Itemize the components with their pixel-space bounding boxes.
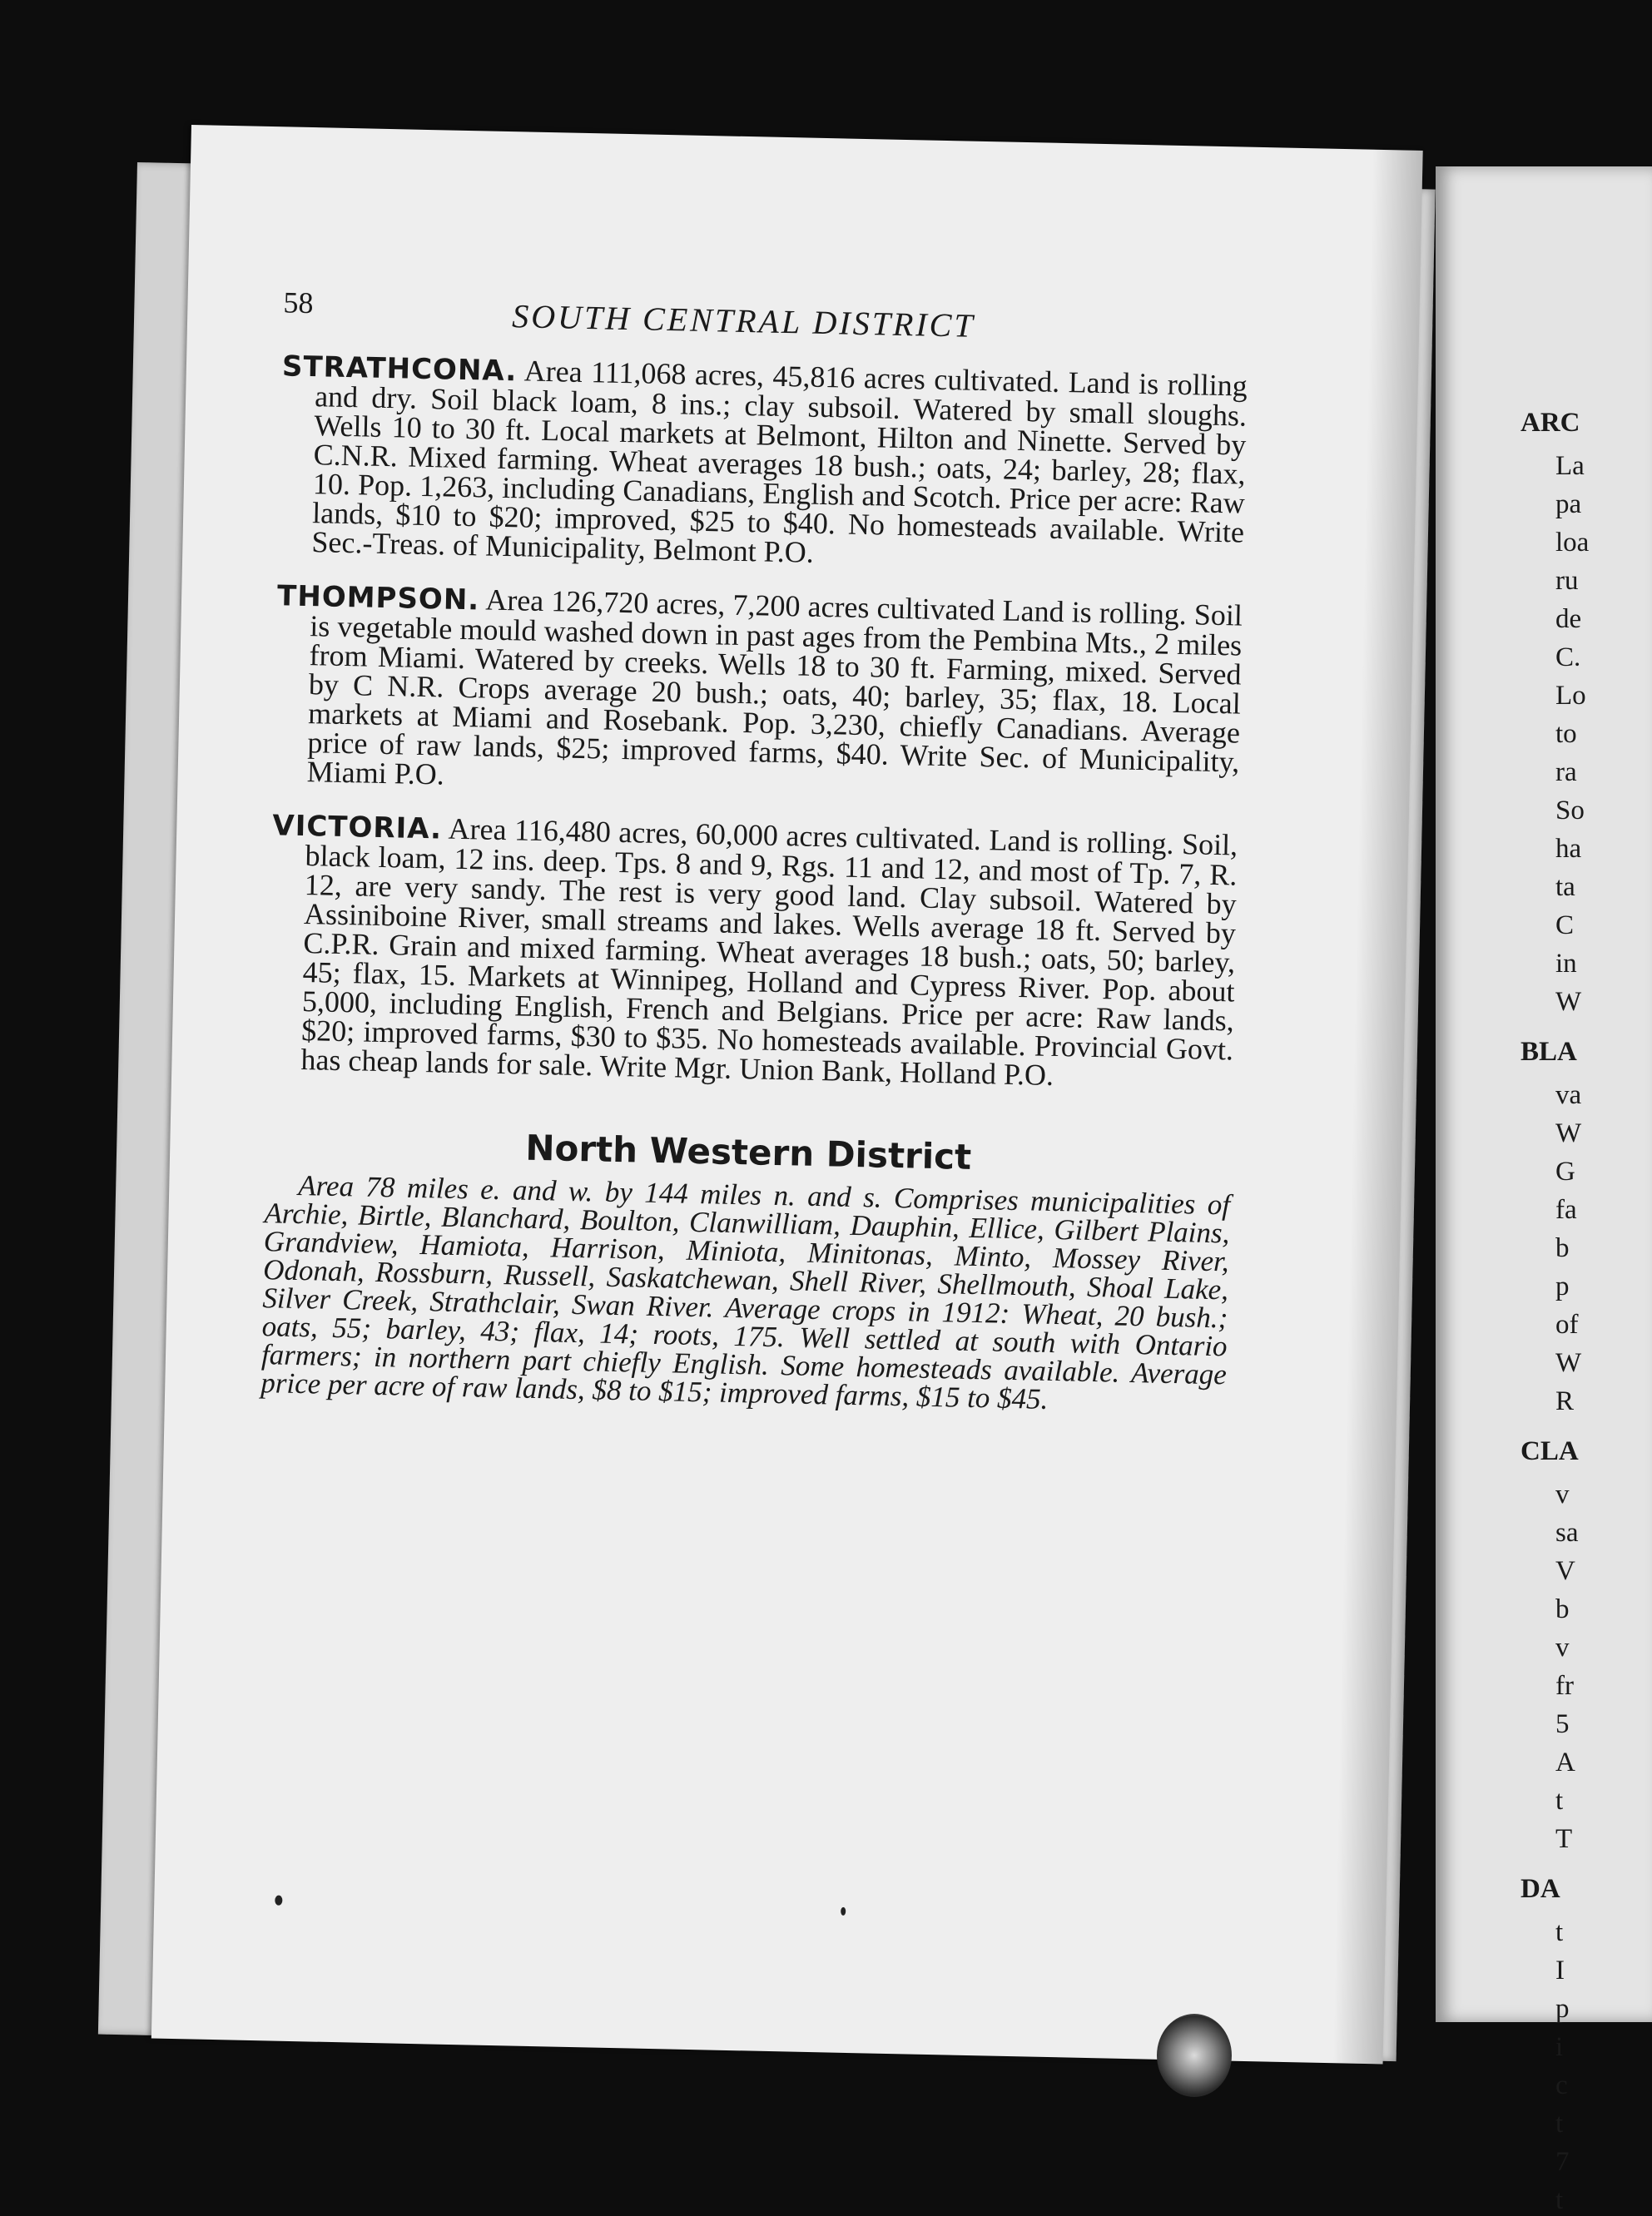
facing-page-text-fragment: loa: [1555, 528, 1590, 558]
facing-page-heading-fragment: BLA: [1521, 1037, 1577, 1067]
facing-page-text-fragment: W: [1555, 987, 1582, 1017]
facing-page-text-fragment: t: [1555, 1917, 1564, 1947]
facing-page-text-fragment: in: [1555, 949, 1577, 979]
facing-page-text-fragment: 5: [1555, 1709, 1570, 1739]
page-number: 58: [283, 285, 314, 320]
facing-page-text-fragment: So: [1555, 796, 1585, 825]
facing-page-text-fragment: t: [1555, 2185, 1564, 2215]
light-glare: [1157, 2014, 1232, 2097]
facing-page-text-fragment: c: [1555, 2070, 1568, 2100]
facing-page-text-fragment: 7: [1555, 2147, 1570, 2177]
facing-page-text-fragment: v: [1555, 1633, 1570, 1663]
facing-page-text-fragment: p: [1555, 1994, 1570, 2024]
section-title: North Western District: [524, 1127, 972, 1177]
facing-page-text-fragment: G: [1555, 1157, 1575, 1187]
facing-page-text-fragment: ta: [1555, 872, 1575, 902]
facing-page-text-fragment: pa: [1555, 489, 1582, 519]
facing-page-text-fragment: T: [1555, 1824, 1573, 1854]
facing-page-text-fragment: ru: [1555, 566, 1579, 596]
entry-strathcona: [278, 351, 1248, 576]
facing-page-text-fragment: p: [1555, 1272, 1570, 1301]
facing-page-text-fragment: C: [1555, 910, 1575, 940]
facing-page-text-fragment: ra: [1555, 757, 1577, 787]
facing-page-text-fragment: fa: [1555, 1195, 1577, 1225]
facing-page-text-fragment: i: [1555, 2032, 1564, 2062]
ink-speck: [841, 1907, 846, 1916]
facing-page-text-fragment: b: [1555, 1233, 1570, 1263]
facing-page-text-fragment: ha: [1555, 834, 1582, 864]
facing-page-text-fragment: W: [1555, 1118, 1582, 1148]
book-page: [151, 125, 1423, 2064]
facing-page-text-fragment: V: [1555, 1556, 1575, 1586]
facing-page-text-fragment: I: [1555, 1956, 1565, 1985]
facing-page-text-fragment: La: [1555, 451, 1585, 481]
facing-page-text-fragment: C.: [1555, 642, 1581, 672]
facing-page-text-fragment: b: [1555, 1594, 1570, 1624]
facing-page-text-fragment: W: [1555, 1348, 1582, 1378]
facing-page-text-fragment: Lo: [1555, 681, 1586, 711]
facing-page-text-fragment: sa: [1555, 1518, 1579, 1548]
running-head: SOUTH CENTRAL DISTRICT: [511, 297, 976, 345]
ink-speck: [275, 1896, 282, 1906]
facing-page-text-fragment: va: [1555, 1080, 1582, 1110]
entry-thompson: [273, 581, 1243, 806]
section-intro: Area 78 miles e. and w. by 144 miles n. and s. Comprises municipalities of Archie, Birtle, Blanchard, Boulton, Clanwilliam, Dauphin, Ellice, Gilbert Plains, Grandview, Hamiota, Harrison, Miniota, Minitonas, Minto, Mossey River, Odonah, Rossburn, Russell, Saskatchewan, Shell River, Shellmouth, Shoal Lake, Silver Creek, Strathclair, Swan River. Average crops in 1912: Wheat, 20 bush.; oats, 55; barley, 43; flax, 14; roots, 175. Well settled at south with Ontario farmers; in northern part chiefly English. Some homesteads available. Average price per acre of raw lands, $8 to $15; improved farms, $15 to $45.: [260, 1168, 1231, 1415]
entry-name: THOMPSON.: [276, 579, 480, 617]
entry-name: VICTORIA.: [271, 809, 443, 846]
facing-page-text-fragment: of: [1555, 1310, 1579, 1340]
facing-page-text-fragment: R: [1555, 1386, 1575, 1416]
facing-page-text-fragment: A: [1555, 1748, 1575, 1777]
facing-page-text-fragment: to: [1555, 719, 1577, 749]
facing-page-text-fragment: t: [1555, 1786, 1564, 1816]
entry-text: Area 126,720 acres, 7,200 acres cultivated Land is rolling. Soil is vegetable mould washed down in past ages from the Pembina Mts., 2 miles from Miami. Watered by creeks. Wells 18 to 30 ft. Farming, mixed. Served by C N.R. Crops average 20 bush.; oats, 40; barley, 35; flax, 18. Local markets at Miami and Rosebank. Pop. 3,230, chiefly Canadians. Average price of raw lands, $25; improved farms, $40. Write Sec. of Municipality, Miami P.O.: [306, 583, 1243, 791]
page-content: [260, 285, 1249, 1417]
facing-page-text-fragment: v: [1555, 1480, 1570, 1510]
facing-page-text-fragment: de: [1555, 604, 1582, 634]
entry-text: Area 116,480 acres, 60,000 acres cultivated. Land is rolling. Soil, black loam, 12 ins. deep. Tps. 8 and 9, Rgs. 11 and 12, and most of Tp. 7, R. 12, are very sandy. The rest is very good land. Clay subsoil. Watered by Assiniboine River, small streams and lakes. Wells average 18 ft. Served by C.P.R. Grain and mixed farming. Wheat averages 18 bush.; oats, 50; barley, 45; flax, 15. Markets at Winnipeg, Holland and Cypress River. Pop. about 5,000, including English, French and Belgians. Price per acre: Raw lands, $20; improved farms, $30 to $35. No homesteads available. Provincial Govt. has cheap lands for sale. Write Mgr. Union Bank, Holland P.O.: [300, 811, 1238, 1092]
facing-page-heading-fragment: DA: [1521, 1874, 1560, 1904]
facing-page-heading-fragment: ARC: [1521, 408, 1580, 438]
facing-page-text-fragment: t: [1555, 2109, 1564, 2139]
facing-page: [1436, 166, 1652, 2215]
entry-name: STRATHCONA.: [281, 350, 518, 389]
facing-page-heading-fragment: CLA: [1521, 1436, 1579, 1466]
entry-victoria: [267, 811, 1238, 1093]
facing-page-text-fragment: fr: [1555, 1671, 1574, 1701]
entry-text: Area 111,068 acres, 45,816 acres cultivated. Land is rolling and dry. Soil black loam, 8 ins.; clay subsoil. Watered by small sloughs. Wells 10 to 30 ft. Local markets at Belmont, Hilton and Ninette. Served by C.N.R. Mixed farming. Wheat averages 18 bush.; oats, 24; barley, 28; flax, 10. Pop. 1,263, including Canadians, English and Scotch. Price per acre: Raw lands, $10 to $20; improved, $25 to $40. No homesteads available. Write Sec.-Treas. of Municipality, Belmont P.O.: [311, 354, 1248, 569]
